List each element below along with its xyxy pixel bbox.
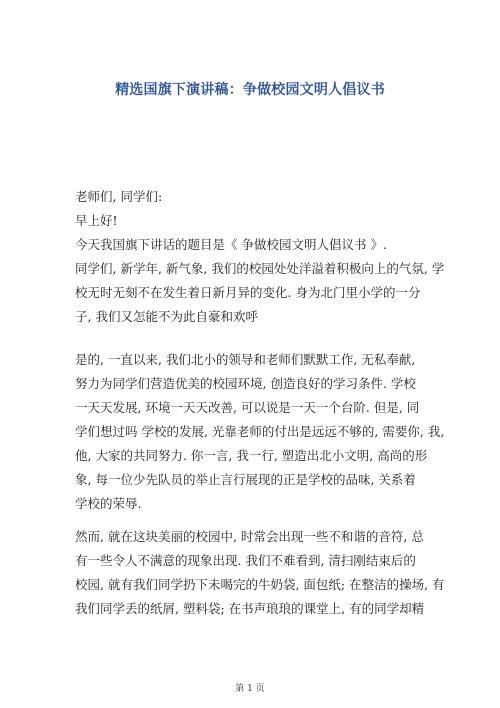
paragraph-line: 老师们, 同学们: (75, 189, 163, 204)
paragraph-line: 校无时无刻不在发生着日新月异的变化. 身为北门里小学的一分 (75, 285, 421, 300)
paragraph-line: 学校的荣辱. (75, 496, 142, 511)
paragraph-line: 子, 我们又怎能不为此自豪和欢呼 (75, 309, 258, 324)
paragraph-line: 是的, 一直以来, 我们北小的领导和老师们默默工作, 无私奉献, (75, 352, 416, 367)
paragraph-line: 我们同学丢的纸屑, 塑料袋; 在书声琅琅的课堂上, 有的同学却精 (75, 601, 425, 616)
paragraph-line: 然而, 就在这块美丽的校园中, 时常会出现一些不和谐的音符, 总 (75, 529, 424, 544)
document-title: 精选国旗下演讲稿：争做校园文明人倡议书 (115, 82, 385, 98)
paragraph-line: 他, 大家的共同努力. 你一言, 我一行, 塑造出北小文明, 高尚的形 (75, 448, 428, 463)
paragraph-line: 今天我国旗下讲话的题目是《 争做校园文明人倡议书 》. (75, 237, 387, 252)
paragraph-line: 早上好! (75, 213, 118, 228)
paragraph-line: 校园, 就有我们同学扔下未喝完的牛奶袋, 面包纸; 在整洁的操场, 有 (75, 577, 445, 592)
paragraph-line: 同学们, 新学年, 新气象, 我们的校园处处洋溢着积极向上的气氛, 学 (75, 261, 445, 276)
paragraph-line: 一天天发展, 环境一天天改善, 可以说是一天一个台阶. 但是, 同 (75, 400, 420, 415)
paragraph-line: 学们想过吗 学校的发展, 光靠老师的付出是远远不够的, 需要你, 我, (75, 424, 445, 439)
page-number: 第 1 页 (235, 684, 265, 694)
paragraph-line: 有一些令人不满意的现象出现. 我们不难看到, 清扫刚结束后的 (75, 553, 416, 568)
paragraph-line: 努力为同学们营造优美的校园环境, 创造良好的学习条件. 学校 (75, 376, 416, 391)
paragraph-line: 象, 每一位少先队员的举止言行展现的正是学校的品味, 关系着 (75, 472, 416, 487)
